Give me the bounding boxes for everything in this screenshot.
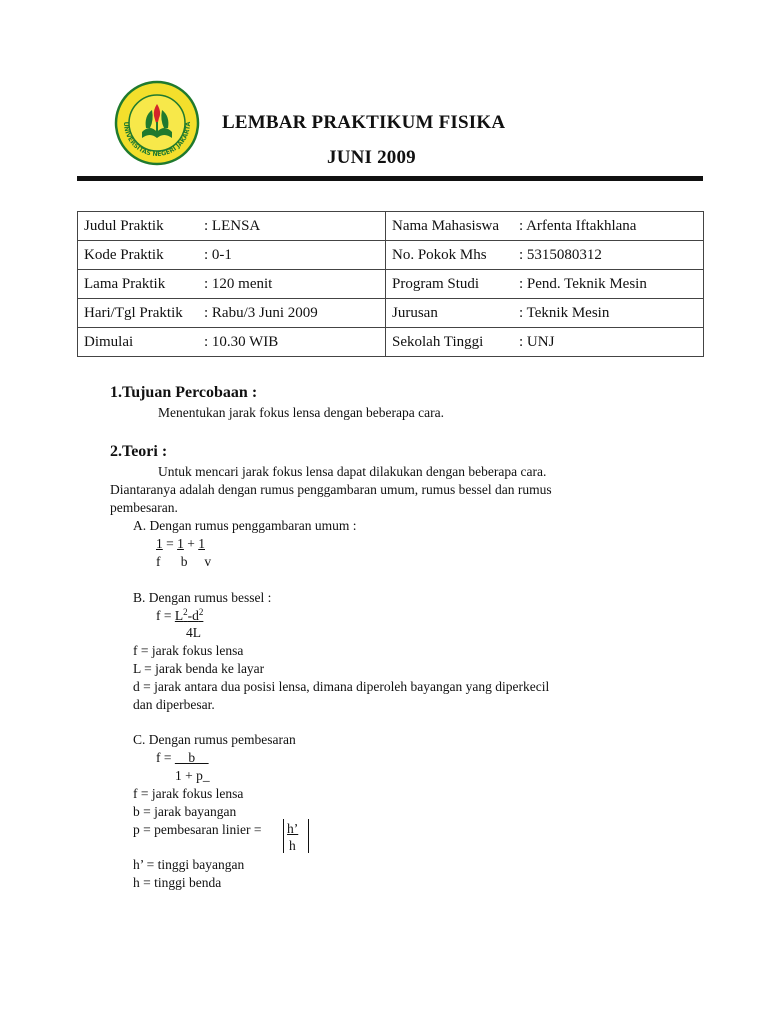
table-row	[78, 328, 704, 357]
definition-line-magnification: p = pembesaran linier =	[133, 822, 262, 837]
university-logo	[114, 80, 200, 166]
table-cell	[386, 299, 704, 328]
table-cell	[386, 212, 704, 241]
item-a-label: A. Dengan rumus penggambaran umum :	[133, 518, 357, 533]
formula-magnification-denominator: 1 + p_	[175, 768, 210, 783]
table-cell	[386, 241, 704, 270]
field-value: : UNJ	[519, 333, 555, 350]
field-value: : 120 menit	[204, 275, 273, 292]
field-label: Kode Praktik	[84, 246, 164, 263]
field-value: : 5315080312	[519, 246, 602, 263]
field-value: : Pend. Teknik Mesin	[519, 275, 647, 292]
field-label: No. Pokok Mhs	[392, 246, 487, 263]
item-c-label: C. Dengan rumus pembesaran	[133, 732, 296, 747]
table-cell	[78, 212, 386, 241]
table-cell	[78, 270, 386, 299]
field-label: Hari/Tgl Praktik	[84, 304, 183, 321]
page-date: JUNI 2009	[327, 147, 416, 168]
fraction-numerator: h’	[287, 821, 299, 836]
table-cell	[386, 270, 704, 299]
table-row	[78, 212, 704, 241]
field-label: Jurusan	[392, 304, 438, 321]
formula-bessel-numerator: $f = L^2-d^2$	[156, 607, 204, 623]
field-label: Program Studi	[392, 275, 480, 292]
field-label: Judul Praktik	[84, 217, 164, 234]
table-row	[78, 241, 704, 270]
page-title: LEMBAR PRAKTIKUM FISIKA	[222, 112, 506, 133]
table-cell	[386, 328, 704, 357]
definition-line: h’ = tinggi bayangan	[133, 857, 245, 872]
definition-line: f = jarak fokus lensa	[133, 786, 244, 801]
info-table	[77, 211, 704, 357]
paragraph-line: Diantaranya adalah dengan rumus penggambaran umum, rumus bessel dan rumus	[110, 482, 552, 497]
header-divider	[77, 176, 703, 181]
field-value: : 10.30 WIB	[204, 333, 279, 350]
formula-lens-denominator: f b v	[156, 554, 212, 569]
paragraph-line: pembesaran.	[110, 500, 178, 515]
field-value: : Rabu/3 Juni 2009	[204, 304, 318, 321]
fraction-denominator: h	[289, 838, 296, 853]
paragraph-line: Untuk mencari jarak fokus lensa dapat dilakukan dengan beberapa cara.	[158, 464, 547, 479]
definition-line: f = jarak fokus lensa	[133, 643, 244, 658]
definition-line: b = jarak bayangan	[133, 804, 237, 819]
table-cell	[78, 328, 386, 357]
field-value: : Arfenta Iftakhlana	[519, 217, 637, 234]
table-cell	[78, 241, 386, 270]
field-label: Dimulai	[84, 333, 134, 350]
definition-line: d = jarak antara dua posisi lensa, dimana diperoleh bayangan yang diperkecil	[133, 679, 550, 694]
definition-line: dan diperbesar.	[133, 697, 215, 712]
field-value: : LENSA	[204, 217, 261, 234]
field-label: Nama Mahasiswa	[392, 217, 500, 234]
field-value: : 0-1	[204, 246, 232, 263]
section-text-tujuan: Menentukan jarak fokus lensa dengan beberapa cara.	[158, 405, 444, 420]
definition-line: h = tinggi benda	[133, 875, 222, 890]
field-value: : Teknik Mesin	[519, 304, 610, 321]
logo-text: UNIVERSITAS NEGERI JAKARTA	[121, 121, 193, 159]
formula-bessel-denominator: 4L	[186, 625, 201, 640]
section-heading-tujuan: 1.Tujuan Percobaan :	[110, 384, 258, 401]
item-b-label: B. Dengan rumus bessel :	[133, 590, 272, 605]
formula-lens-numerator: 1 = 1 + 1	[156, 536, 205, 551]
field-label: Sekolah Tinggi	[392, 333, 484, 350]
table-row	[78, 270, 704, 299]
section-heading-teori: 2.Teori :	[110, 443, 168, 460]
table-row	[78, 299, 704, 328]
definition-line: L = jarak benda ke layar	[133, 661, 265, 676]
table-cell	[78, 299, 386, 328]
field-label: Lama Praktik	[84, 275, 166, 292]
formula-magnification-numerator: f = b	[156, 750, 209, 765]
